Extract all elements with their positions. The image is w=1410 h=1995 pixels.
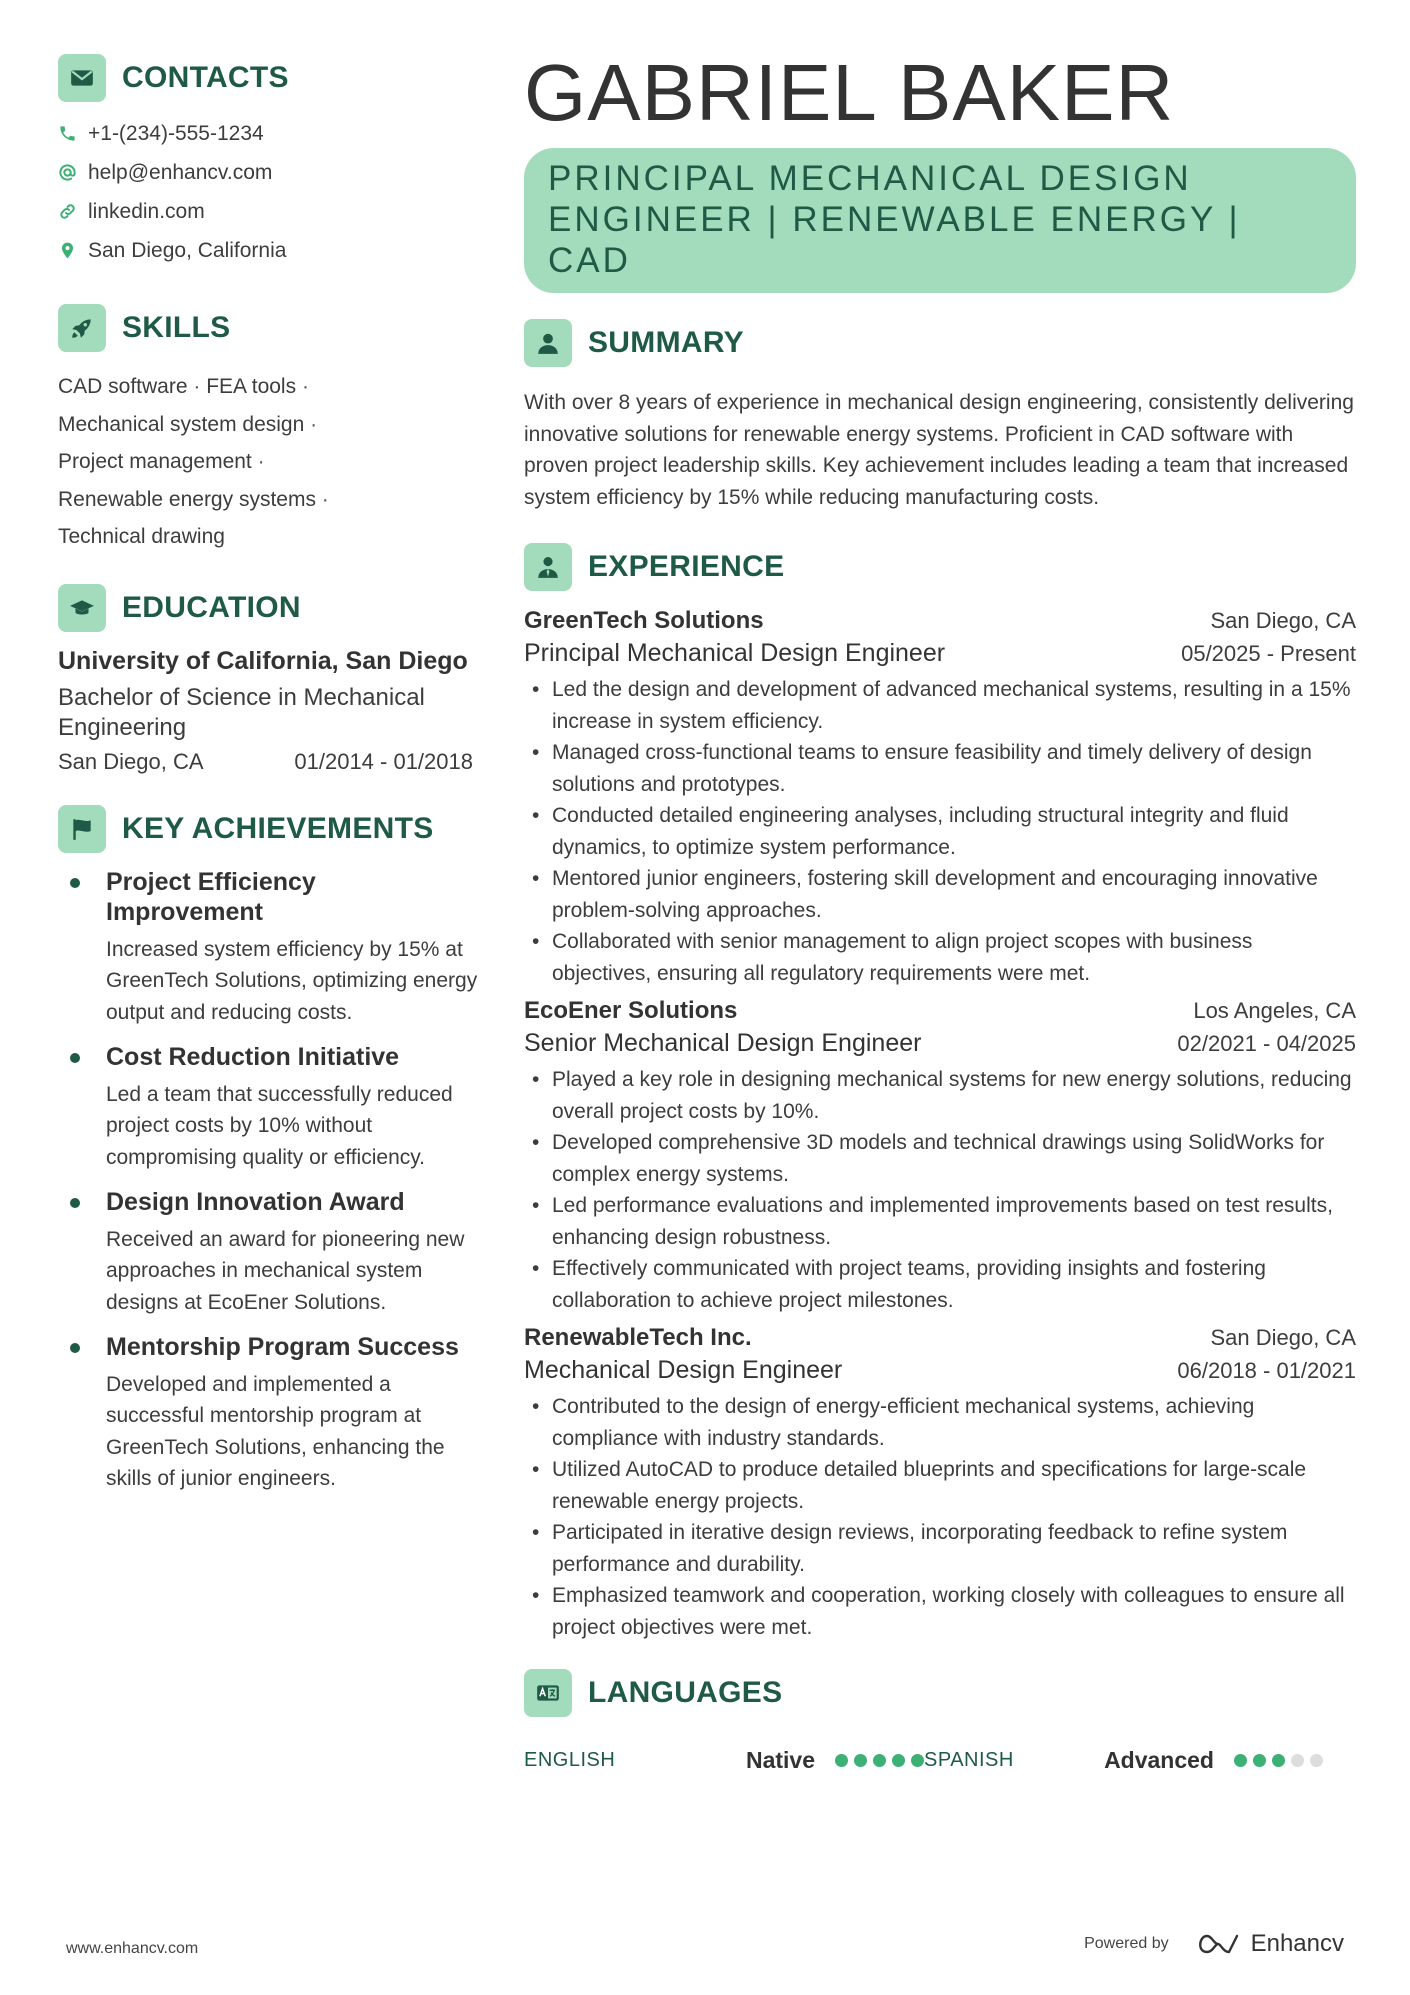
rating-dot-empty bbox=[1310, 1754, 1323, 1767]
job-bullet: • Led performance evaluations and implemented improvements based on test results, enhancing design robustness. bbox=[524, 1190, 1356, 1253]
map-pin-icon bbox=[58, 241, 88, 260]
footer-website[interactable]: www.enhancv.com bbox=[66, 1940, 199, 1957]
location-text: San Diego, California bbox=[88, 238, 287, 262]
skill-line: Renewable energy systems · bbox=[58, 487, 329, 511]
achievement-item bbox=[58, 1187, 478, 1318]
job-bullet: • Participated in iterative design reviews, incorporating feedback to refine system performance and durability. bbox=[524, 1517, 1356, 1580]
company-name: GreenTech Solutions bbox=[524, 607, 764, 634]
envelope-icon bbox=[58, 54, 106, 102]
bullet-icon bbox=[70, 1053, 80, 1063]
bullet-icon bbox=[70, 878, 80, 888]
job-role: Principal Mechanical Design Engineer bbox=[524, 639, 946, 667]
languages-header bbox=[524, 1669, 1356, 1717]
translate-icon bbox=[524, 1669, 572, 1717]
business-person-icon bbox=[524, 543, 572, 591]
job-bullet: • Contributed to the design of energy-efficient mechanical systems, achieving compliance with industry standards. bbox=[524, 1391, 1356, 1454]
job-dates: 06/2018 - 01/2021 bbox=[1177, 1358, 1356, 1383]
education-header bbox=[58, 584, 478, 632]
languages-title: LANGUAGES bbox=[588, 1676, 783, 1709]
contact-location bbox=[58, 231, 478, 270]
job-bullet: • Developed comprehensive 3D models and technical drawings using SolidWorks for complex energy systems. bbox=[524, 1127, 1356, 1190]
job-bullet: • Effectively communicated with project teams, providing insights and fostering collaboration to achieve project milestones. bbox=[524, 1253, 1356, 1316]
job-dates: 05/2025 - Present bbox=[1181, 641, 1356, 666]
user-icon bbox=[524, 319, 572, 367]
job-location: Los Angeles, CA bbox=[1193, 998, 1356, 1023]
skill-line: Mechanical system design · bbox=[58, 412, 318, 436]
link-icon bbox=[58, 202, 88, 221]
company-name: EcoEner Solutions bbox=[524, 997, 738, 1024]
company-name: RenewableTech Inc. bbox=[524, 1324, 752, 1351]
rating-dot-filled bbox=[835, 1754, 848, 1767]
right-column bbox=[524, 48, 1356, 1774]
job-bullet: • Utilized AutoCAD to produce detailed blueprints and specifications for large-scale renewable energy projects. bbox=[524, 1454, 1356, 1517]
job-dates: 02/2021 - 04/2025 bbox=[1177, 1031, 1356, 1056]
job-header bbox=[524, 1324, 1356, 1352]
achievements-header bbox=[58, 805, 478, 853]
rating-dot-filled bbox=[911, 1754, 924, 1767]
education-location: San Diego, CA bbox=[58, 748, 204, 774]
brand-name: Enhancv bbox=[1250, 1930, 1344, 1957]
rating-dot-filled bbox=[873, 1754, 886, 1767]
education-entry bbox=[58, 646, 478, 775]
skill-item: FEA tools bbox=[206, 375, 297, 398]
skill-line: Project management · bbox=[58, 450, 265, 473]
bullet-icon bbox=[70, 1198, 80, 1208]
job-bullet: • Mentored junior engineers, fostering skill development and encouraging innovative problem-solving approaches. bbox=[524, 863, 1356, 926]
skill-item: Renewable energy systems bbox=[58, 487, 316, 511]
job-role: Senior Mechanical Design Engineer bbox=[524, 1029, 922, 1057]
linkedin-text[interactable]: linkedin.com bbox=[88, 199, 205, 223]
job-header bbox=[524, 997, 1356, 1025]
achievements-title: KEY ACHIEVEMENTS bbox=[122, 811, 434, 845]
achievement-item bbox=[58, 867, 478, 1029]
job-subheader bbox=[524, 1029, 1356, 1058]
job-entry bbox=[524, 997, 1356, 1316]
contact-email bbox=[58, 153, 478, 192]
school-name: University of California, San Diego bbox=[58, 646, 468, 675]
rating-dot-empty bbox=[1291, 1754, 1304, 1767]
degree: Bachelor of Science in Mechanical Engineering bbox=[58, 683, 425, 741]
skill-item: Technical drawing bbox=[58, 525, 225, 548]
skill-line bbox=[58, 518, 478, 556]
graduation-cap-icon bbox=[58, 584, 106, 632]
job-bullet: • Managed cross-functional teams to ensure feasibility and timely delivery of design solutions and prototypes. bbox=[524, 737, 1356, 800]
rating-dot-filled bbox=[1253, 1754, 1266, 1767]
education-dates: 01/2014 - 01/2018 bbox=[294, 748, 473, 774]
phone-icon bbox=[58, 124, 88, 143]
enhancv-logo[interactable] bbox=[1195, 1930, 1344, 1958]
contact-linkedin bbox=[58, 192, 478, 231]
job-bullet: • Emphasized teamwork and cooperation, working closely with colleagues to ensure all project objectives were met. bbox=[524, 1580, 1356, 1643]
experience-title: EXPERIENCE bbox=[588, 550, 785, 583]
skills-header bbox=[58, 304, 478, 352]
job-subheader bbox=[524, 1356, 1356, 1385]
rocket-icon bbox=[58, 304, 106, 352]
rating-dot-filled bbox=[1272, 1754, 1285, 1767]
education-meta bbox=[58, 749, 473, 775]
language-name: SPANISH bbox=[924, 1749, 1014, 1771]
language-name: ENGLISH bbox=[524, 1749, 616, 1771]
bullet-icon bbox=[70, 1343, 80, 1353]
job-bullets bbox=[524, 674, 1356, 989]
language-level: Advanced bbox=[1104, 1747, 1214, 1773]
experience-header bbox=[524, 543, 1356, 591]
job-location: San Diego, CA bbox=[1210, 608, 1356, 633]
contact-phone bbox=[58, 114, 478, 153]
email-text[interactable]: help@enhancv.com bbox=[88, 160, 273, 184]
job-bullet: • Led the design and development of advanced mechanical systems, resulting in a 15% increase in system efficiency. bbox=[524, 674, 1356, 737]
language-level: Native bbox=[745, 1747, 815, 1773]
achievement-title: Cost Reduction Initiative bbox=[106, 1043, 400, 1071]
flag-icon bbox=[58, 805, 106, 853]
powered-by-text: Powered by bbox=[1084, 1935, 1169, 1952]
left-column bbox=[58, 54, 478, 1509]
achievement-item bbox=[58, 1042, 478, 1173]
languages-section bbox=[524, 1669, 1356, 1774]
achievement-title: Mentorship Program Success bbox=[106, 1333, 459, 1361]
enhancv-logo-icon bbox=[1195, 1931, 1241, 1957]
education-title: EDUCATION bbox=[122, 590, 301, 624]
job-bullets bbox=[524, 1391, 1356, 1643]
achievement-desc: Increased system efficiency by 15% at GreenTech Solutions, optimizing energy output and reducing costs. bbox=[106, 937, 478, 1024]
job-role: Mechanical Design Engineer bbox=[524, 1356, 843, 1384]
achievement-desc: Received an award for pioneering new approaches in mechanical system designs at EcoEner Solutions. bbox=[106, 1227, 465, 1314]
language-item bbox=[524, 1747, 924, 1774]
languages-list bbox=[524, 1747, 1356, 1774]
language-rating bbox=[835, 1754, 924, 1767]
job-bullet: • Played a key role in designing mechanical systems for new energy solutions, reducing overall project costs by 10%. bbox=[524, 1064, 1356, 1127]
skills-list bbox=[58, 368, 478, 556]
skill-line: CAD software · FEA tools · bbox=[58, 375, 309, 398]
summary-header bbox=[524, 319, 1356, 367]
job-title-banner: PRINCIPAL MECHANICAL DESIGN ENGINEER | RENEWABLE ENERGY | CAD bbox=[524, 148, 1356, 293]
contacts-title: CONTACTS bbox=[122, 61, 289, 94]
candidate-name: GABRIEL BAKER bbox=[524, 48, 1175, 137]
achievement-title: Design Innovation Award bbox=[106, 1188, 405, 1216]
contacts-header bbox=[58, 54, 478, 102]
summary-title: SUMMARY bbox=[588, 326, 744, 359]
rating-dot-filled bbox=[892, 1754, 905, 1767]
job-bullet: • Collaborated with senior management to align project scopes with business objectives, ensuring all regulatory requirements were met. bbox=[524, 926, 1356, 989]
job-location: San Diego, CA bbox=[1210, 1325, 1356, 1350]
contacts-list bbox=[58, 114, 478, 270]
language-rating bbox=[1234, 1754, 1323, 1767]
summary-section bbox=[524, 319, 1356, 513]
achievements-list bbox=[58, 867, 478, 1495]
rating-dot-filled bbox=[1234, 1754, 1247, 1767]
job-entry bbox=[524, 1324, 1356, 1643]
job-bullet: • Conducted detailed engineering analyses, including structural integrity and fluid dynamics, to optimize system performance. bbox=[524, 800, 1356, 863]
footer-brand bbox=[1084, 1930, 1344, 1958]
phone-text[interactable]: +1-(234)-555-1234 bbox=[88, 121, 264, 145]
achievement-item bbox=[58, 1332, 478, 1495]
experience-section bbox=[524, 543, 1356, 1643]
job-bullets bbox=[524, 1064, 1356, 1316]
skill-item: Project management bbox=[58, 450, 252, 473]
skill-item: CAD software bbox=[58, 375, 188, 398]
achievement-desc: Led a team that successfully reduced project costs by 10% without compromising quality or efficiency. bbox=[106, 1082, 453, 1169]
summary-text: With over 8 years of experience in mechanical design engineering, consistently delivering innovative solutions for renewable energy systems. Proficient in CAD software with proven project leadership skills. Key achievement includes leading a team that increased system efficiency by 15% while reducing manufacturing costs. bbox=[524, 391, 1354, 509]
achievement-desc: Developed and implemented a successful mentorship program at GreenTech Solutions, enhancing the skills of junior engineers. bbox=[106, 1372, 445, 1490]
job-header bbox=[524, 607, 1356, 635]
language-item bbox=[924, 1747, 1324, 1774]
rating-dot-filled bbox=[854, 1754, 867, 1767]
at-icon bbox=[58, 163, 88, 182]
skill-item: Mechanical system design bbox=[58, 412, 305, 436]
job-subheader bbox=[524, 639, 1356, 668]
achievement-title: Project Efficiency Improvement bbox=[106, 867, 316, 926]
job-entry bbox=[524, 607, 1356, 989]
skills-title: SKILLS bbox=[122, 311, 231, 344]
